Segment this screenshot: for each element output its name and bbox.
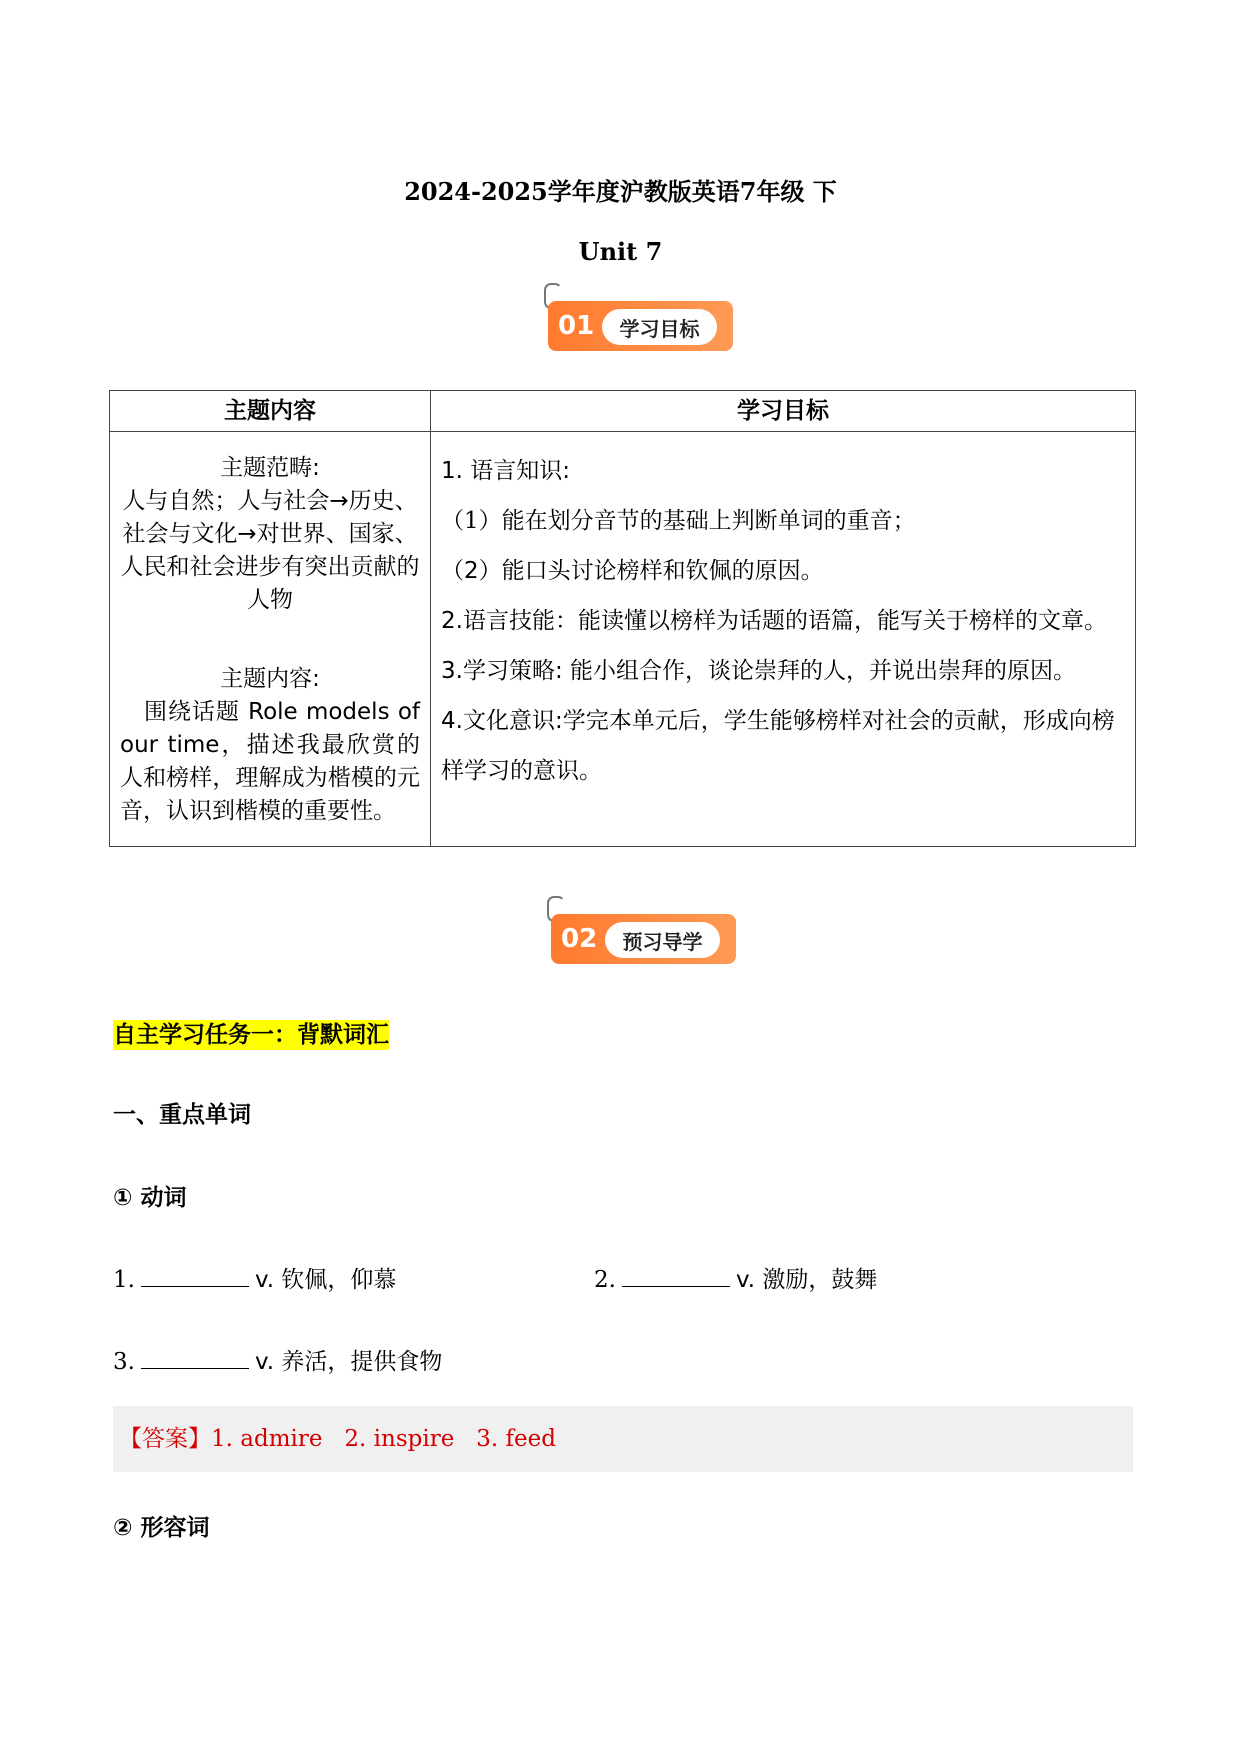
goal-line: 2.语言技能：能读懂以榜样为话题的语篇，能写关于榜样的文章。	[441, 608, 1107, 634]
answer-label: 【答案】	[119, 1426, 211, 1452]
goals-table	[109, 390, 1136, 847]
section-number: 01	[558, 311, 595, 341]
list-item	[113, 1261, 396, 1294]
section-badge-goals	[538, 283, 748, 353]
task-title: 自主学习任务一：背默词汇	[113, 1022, 389, 1048]
content-text: 围绕话题 Role models of our time，描述我最欣赏的人和榜样，理解成为楷模的元音，认识到楷模的重要性。	[120, 699, 420, 824]
scope-text: 人与自然；人与社会→历史、社会与文化→对世界、国家、人民和社会进步有突出贡献的人物	[120, 488, 420, 613]
goal-line: （1）能在划分音节的基础上判断单词的重音；	[441, 508, 916, 534]
adjectives-heading: ② 形容词	[113, 1515, 210, 1541]
topic-cell	[110, 432, 431, 847]
scope-label: 主题范畴:	[220, 455, 320, 481]
table-row	[110, 432, 1136, 847]
table-header-row	[110, 391, 1136, 432]
section-label: 预习导学	[605, 922, 720, 958]
answer-blank[interactable]	[141, 1266, 249, 1287]
unit-title: Unit 7	[578, 237, 663, 266]
answer-text: 1. admire 2. inspire 3. feed	[211, 1426, 556, 1452]
item-number: 1.	[113, 1267, 135, 1293]
answer-blank[interactable]	[622, 1266, 730, 1287]
goal-line: 1. 语言知识:	[441, 458, 571, 484]
section-label: 学习目标	[602, 309, 717, 345]
content-label: 主题内容:	[220, 666, 320, 692]
document-title: 2024-2025学年度沪教版英语7年级 下	[404, 177, 837, 206]
answer-box	[113, 1406, 1133, 1472]
goal-line: 3.学习策略: 能小组合作，谈论崇拜的人，并说出崇拜的原因。	[441, 658, 1077, 684]
item-meaning: v. 钦佩，仰慕	[254, 1267, 397, 1293]
item-meaning: v. 激励，鼓舞	[735, 1267, 878, 1293]
goal-line: （2）能口头讨论榜样和钦佩的原因。	[441, 558, 824, 584]
goal-line: 4.文化意识:学完本单元后，学生能够榜样对社会的贡献，形成向榜样学习的意识。	[441, 708, 1115, 784]
item-meaning: v. 养活，提供食物	[254, 1349, 443, 1375]
verbs-heading: ① 动词	[113, 1185, 187, 1211]
section-number: 02	[561, 924, 598, 954]
list-item	[594, 1261, 877, 1294]
header-topic: 主题内容	[110, 391, 431, 432]
section-heading: 一、重点单词	[113, 1102, 251, 1128]
answer-blank[interactable]	[141, 1348, 249, 1369]
goals-cell	[431, 432, 1136, 847]
header-goals: 学习目标	[431, 391, 1136, 432]
item-number: 2.	[594, 1267, 616, 1293]
item-number: 3.	[113, 1349, 135, 1375]
list-item	[113, 1343, 442, 1376]
section-badge-preview	[541, 896, 751, 966]
